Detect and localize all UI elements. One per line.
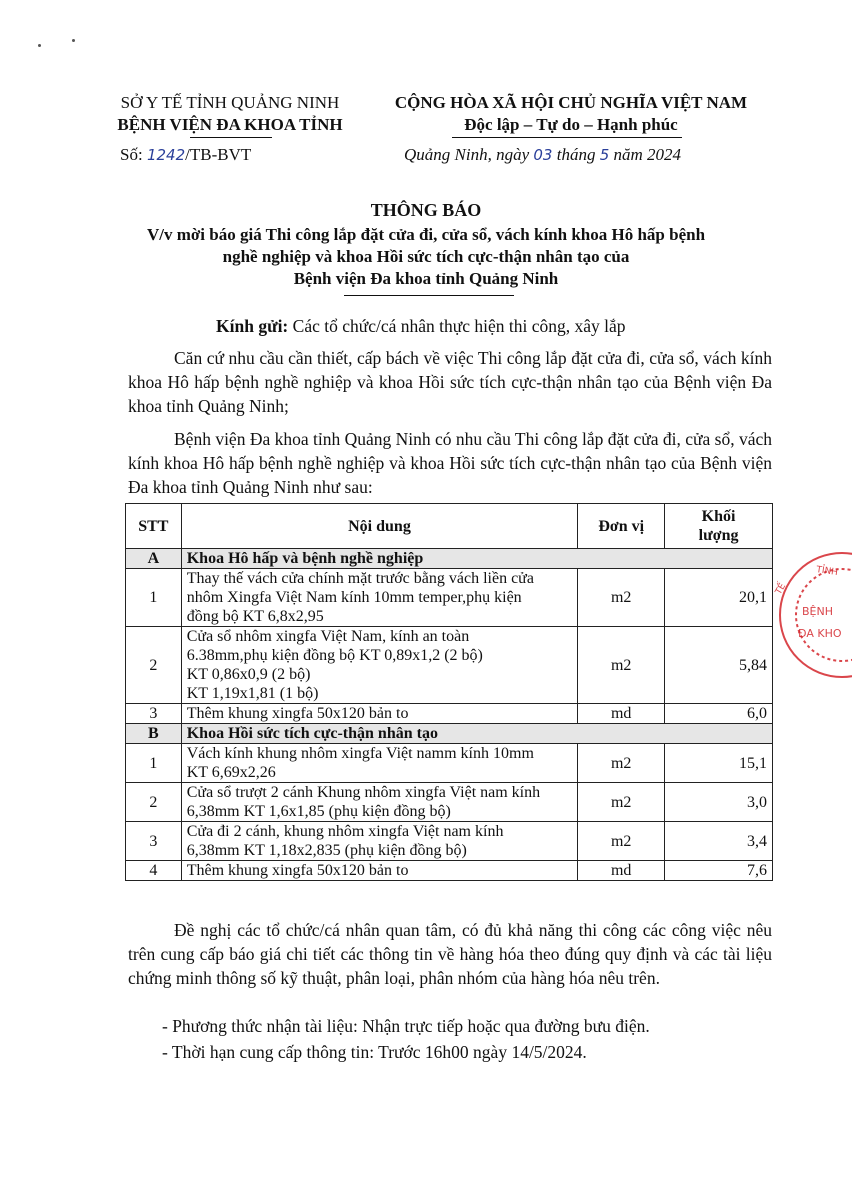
row-quantity: 3,4 xyxy=(665,822,773,861)
table-row xyxy=(126,744,773,783)
row-content-line: Thêm khung xingfa 50x120 bản to xyxy=(186,705,409,722)
row-unit: m2 xyxy=(578,627,665,704)
recipient-label: Kính gửi: xyxy=(216,316,289,336)
agency-header xyxy=(100,92,360,136)
row-quantity: 15,1 xyxy=(665,744,773,783)
header-content: Nội dung xyxy=(181,504,578,549)
subject-line-3: Bệnh viện Đa khoa tỉnh Quảng Ninh xyxy=(293,269,559,288)
table-row xyxy=(126,569,773,627)
official-seal-stamp xyxy=(770,545,852,685)
row-stt: 1 xyxy=(126,744,182,783)
row-stt: 3 xyxy=(126,704,182,724)
row-content-line: Vách kính khung nhôm xingfa Việt namm kính 10mm xyxy=(186,745,534,762)
date-month: 5 xyxy=(599,146,610,164)
header-unit: Đơn vị xyxy=(578,504,665,549)
row-content xyxy=(181,569,578,627)
section-name: Khoa Hồi sức tích cực-thận nhân tạo xyxy=(181,724,772,744)
doc-number-handwritten: 1242 xyxy=(146,146,186,164)
document-number xyxy=(120,145,251,165)
row-content xyxy=(181,822,578,861)
row-content-line: nhôm Xingfa Việt Nam kính 10mm temper,phụ kiện xyxy=(186,589,522,606)
row-content-line: Cửa sổ trượt 2 cánh Khung nhôm xingfa Việt nam kính xyxy=(186,784,541,801)
row-stt: 2 xyxy=(126,783,182,822)
row-content-line: 6,38mm KT 1,18x2,835 (phụ kiện đồng bộ) xyxy=(186,842,467,859)
doc-number-prefix: Số: xyxy=(120,145,143,164)
date-day: 03 xyxy=(533,146,553,164)
recipient xyxy=(216,316,626,337)
row-content-line: Cửa sổ nhôm xingfa Việt Nam, kính an toàn xyxy=(186,628,470,645)
row-stt: 3 xyxy=(126,822,182,861)
row-content xyxy=(181,627,578,704)
row-unit: md xyxy=(578,704,665,724)
intro-paragraph-1: Căn cứ nhu cầu cần thiết, cấp bách về việc Thi công lắp đặt cửa đi, cửa sổ, vách kính khoa Hô hấp bệnh nghề nghiệp và khoa Hồi sức tích cực-thận nhân tạo của Bệnh viện Đa khoa tỉnh Quảng Ninh; xyxy=(128,348,772,416)
row-quantity: 7,6 xyxy=(665,861,773,881)
row-content-line: KT 6,69x2,26 xyxy=(186,764,276,781)
row-unit: m2 xyxy=(578,783,665,822)
nation-line-2: Độc lập – Tự do – Hạnh phúc xyxy=(464,115,678,134)
items-table xyxy=(125,503,773,881)
header-quantity-text: Khối lượng xyxy=(698,508,739,544)
row-content xyxy=(181,783,578,822)
table-row xyxy=(126,822,773,861)
row-quantity: 3,0 xyxy=(665,783,773,822)
row-content-line: KT 0,86x0,9 (2 bộ) xyxy=(186,666,311,683)
row-stt: 1 xyxy=(126,569,182,627)
table-row xyxy=(126,627,773,704)
row-content-line: Thêm khung xingfa 50x120 bản to xyxy=(186,862,409,879)
row-quantity: 20,1 xyxy=(665,569,773,627)
document-date xyxy=(404,145,681,165)
row-content-line: đồng bộ KT 6,8x2,95 xyxy=(186,608,324,625)
date-year: năm 2024 xyxy=(613,145,682,164)
row-content-line: 6.38mm,phụ kiện đồng bộ KT 0,89x1,2 (2 bộ) xyxy=(186,647,483,664)
row-stt: 2 xyxy=(126,627,182,704)
date-month-label: tháng xyxy=(556,145,596,164)
intro-paragraph-2: Bệnh viện Đa khoa tỉnh Quảng Ninh có nhu cầu Thi công lắp đặt cửa đi, cửa sổ, vách kính khoa Hô hấp bệnh nghề nghiệp và khoa Hồi sức tích cực-thận nhân tạo của Bệnh viện Đa khoa tỉnh Quảng Ninh như sau: xyxy=(128,429,772,497)
svg-text:TẾ: TẾ xyxy=(773,581,789,597)
row-quantity: 5,84 xyxy=(665,627,773,704)
svg-text:BỆNH: BỆNH xyxy=(802,605,833,618)
bullet-1: - Phương thức nhận tài liệu: Nhận trực tiếp hoặc qua đường bưu điện. xyxy=(162,1016,650,1036)
row-unit: md xyxy=(578,861,665,881)
nation-underline xyxy=(452,137,682,138)
subject-line-2: nghề nghiệp và khoa Hồi sức tích cực-thận nhân tạo của xyxy=(222,247,630,266)
document-subject xyxy=(100,224,752,290)
table-row xyxy=(126,783,773,822)
row-content xyxy=(181,744,578,783)
svg-text:TỈNH: TỈNH xyxy=(815,565,839,578)
subject-line-1: V/v mời báo giá Thi công lắp đặt cửa đi, cửa sổ, vách kính khoa Hô hấp bệnh xyxy=(146,225,706,244)
closing-paragraph: Đề nghị các tổ chức/cá nhân quan tâm, có đủ khả năng thi công các công việc nêu trên cung cấp báo giá chi tiết các thông tin về hàng hóa theo đúng quy định và các tài liệu chứng minh thông số kỹ thuật, phân loại, phân nhóm của hàng hóa nêu trên. xyxy=(128,920,772,988)
table-row xyxy=(126,704,773,724)
row-stt: 4 xyxy=(126,861,182,881)
agency-line-1: SỞ Y TẾ TỈNH QUẢNG NINH xyxy=(120,93,340,112)
section-row-a xyxy=(126,549,773,569)
row-content-line: KT 1,19x1,81 (1 bộ) xyxy=(186,685,319,702)
row-content-line: Cửa đi 2 cánh, khung nhôm xingfa Việt nam kính xyxy=(186,823,504,840)
section-code: B xyxy=(126,724,182,744)
nation-line-1: CỘNG HÒA XÃ HỘI CHỦ NGHĨA VIỆT NAM xyxy=(394,93,748,112)
row-content xyxy=(181,861,578,881)
row-content-line: Thay thế vách cửa chính mặt trước bằng vách liền cửa xyxy=(186,570,534,587)
section-row-b xyxy=(126,724,773,744)
svg-text:ĐA KHO: ĐA KHO xyxy=(798,627,842,640)
agency-line-2: BỆNH VIỆN ĐA KHOA TỈNH xyxy=(117,115,343,134)
nation-header xyxy=(376,92,766,136)
doc-number-suffix: /TB-BVT xyxy=(185,145,252,164)
section-name: Khoa Hô hấp và bệnh nghề nghiệp xyxy=(181,549,772,569)
table-header-row xyxy=(126,504,773,549)
bullet-2: - Thời hạn cung cấp thông tin: Trước 16h00 ngày 14/5/2024. xyxy=(162,1042,587,1062)
row-content-line: 6,38mm KT 1,6x1,85 (phụ kiện đồng bộ) xyxy=(186,803,451,820)
section-code: A xyxy=(126,549,182,569)
row-content xyxy=(181,704,578,724)
recipient-text: Các tổ chức/cá nhân thực hiện thi công, xây lắp xyxy=(292,316,626,336)
date-prefix: Quảng Ninh, ngày xyxy=(404,145,530,164)
seal-graphic xyxy=(770,545,852,685)
subject-underline xyxy=(344,295,514,296)
document-title: THÔNG BÁO xyxy=(370,200,482,220)
header-stt: STT xyxy=(126,504,182,549)
agency-underline xyxy=(190,137,272,138)
row-unit: m2 xyxy=(578,569,665,627)
table-row xyxy=(126,861,773,881)
row-quantity: 6,0 xyxy=(665,704,773,724)
row-unit: m2 xyxy=(578,822,665,861)
row-unit: m2 xyxy=(578,744,665,783)
header-quantity xyxy=(665,504,773,549)
